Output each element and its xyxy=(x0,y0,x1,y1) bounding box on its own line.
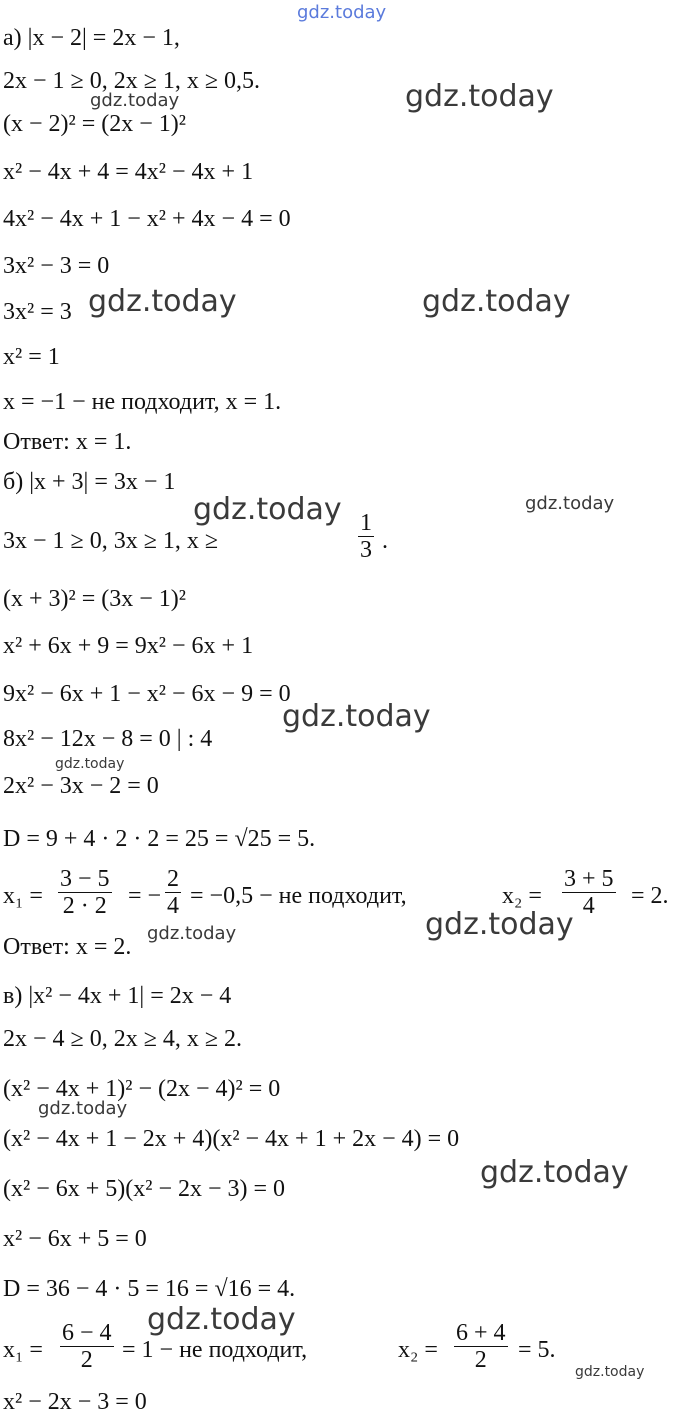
equation-line: (x² − 4x + 1)² − (2x − 4)² = 0 xyxy=(3,1076,281,1102)
watermark: gdz.today xyxy=(575,1364,645,1380)
equation-line: 3x² − 3 = 0 xyxy=(3,253,110,279)
watermark: gdz.today xyxy=(88,284,237,319)
root-line: x₁ = xyxy=(3,883,43,909)
root-line: = 2. xyxy=(631,883,669,909)
equation-line: 2x − 4 ≥ 0, 2x ≥ 4, x ≥ 2. xyxy=(3,1026,243,1052)
fraction-numerator: 6 − 4 xyxy=(62,1320,112,1346)
equation-line: 8x² − 12x − 8 = 0 | : 4 xyxy=(3,726,213,752)
equation-line: x = −1 − не подходит, x = 1. xyxy=(3,389,282,415)
equation-line: . xyxy=(382,528,388,554)
equation-line: (x + 3)² = (3x − 1)² xyxy=(3,586,186,612)
root-line: x₂ = xyxy=(502,883,542,909)
watermark: gdz.today xyxy=(90,90,180,111)
fraction-x1 xyxy=(58,866,112,919)
equation-line: x² − 2x − 3 = 0 xyxy=(3,1389,147,1415)
watermark-top: gdz.today xyxy=(297,2,387,23)
discriminant-line: D = 36 − 4 · 5 = 16 = √16 = 4. xyxy=(3,1276,296,1302)
answer-line: Ответ: x = 2. xyxy=(3,934,132,960)
root-line: x₂ = xyxy=(398,1337,438,1363)
fraction-numerator: 3 + 5 xyxy=(564,866,614,892)
discriminant-line: D = 9 + 4 · 2 · 2 = 25 = √25 = 5. xyxy=(3,826,316,852)
equation-line: (x² − 6x + 5)(x² − 2x − 3) = 0 xyxy=(3,1176,286,1202)
answer-line: Ответ: x = 1. xyxy=(3,429,132,455)
watermark: gdz.today xyxy=(147,1302,296,1337)
fraction-numerator: 3 − 5 xyxy=(60,866,110,892)
watermark: gdz.today xyxy=(525,493,615,514)
root-line: = 1 − не подходит, xyxy=(122,1337,308,1363)
fraction-x1 xyxy=(60,1320,114,1373)
watermark: gdz.today xyxy=(425,907,574,942)
watermark: gdz.today xyxy=(480,1155,629,1190)
root-line: x₁ = xyxy=(3,1337,43,1363)
watermark: gdz.today xyxy=(422,284,571,319)
fraction-one-third xyxy=(358,510,374,563)
fraction-denominator: 2 xyxy=(80,1347,93,1373)
watermark: gdz.today xyxy=(147,923,237,944)
fraction-two-fourths xyxy=(165,866,181,919)
fraction-numerator: 6 + 4 xyxy=(456,1320,506,1346)
equation-line: 2x − 1 ≥ 0, 2x ≥ 1, x ≥ 0,5. xyxy=(3,68,261,94)
equation-line: x² − 6x + 5 = 0 xyxy=(3,1226,147,1252)
fraction-denominator: 4 xyxy=(167,893,179,919)
equation-line: 9x² − 6x + 1 − x² − 6x − 9 = 0 xyxy=(3,681,291,707)
equation-line: 3x − 1 ≥ 0, 3x ≥ 1, x ≥ xyxy=(3,528,219,554)
watermark: gdz.today xyxy=(38,1098,128,1119)
equation-line: x² = 1 xyxy=(3,344,60,370)
watermark: gdz.today xyxy=(282,699,431,734)
root-line: = − xyxy=(128,883,162,909)
equation-line: 4x² − 4x + 1 − x² + 4x − 4 = 0 xyxy=(3,206,291,232)
equation-line: x² + 6x + 9 = 9x² − 6x + 1 xyxy=(3,633,254,659)
equation-line: а) |x − 2| = 2x − 1, xyxy=(3,25,180,51)
watermark: gdz.today xyxy=(55,756,125,772)
fraction-denominator: 3 xyxy=(360,537,372,563)
fraction-numerator: 2 xyxy=(167,866,179,892)
root-line: = −0,5 − не подходит, xyxy=(190,883,407,909)
equation-line: 3x² = 3 xyxy=(3,299,72,325)
equation-line: б) |x + 3| = 3x − 1 xyxy=(3,469,176,495)
equation-line: в) |x² − 4x + 1| = 2x − 4 xyxy=(3,983,232,1009)
fraction-x2 xyxy=(454,1320,508,1373)
fraction-denominator: 2 · 2 xyxy=(62,893,107,919)
fraction-x2 xyxy=(562,866,616,919)
fraction-numerator: 1 xyxy=(360,510,372,536)
equation-line: (x − 2)² = (2x − 1)² xyxy=(3,111,186,137)
root-line: = 5. xyxy=(518,1337,556,1363)
watermark: gdz.today xyxy=(193,492,342,527)
watermark: gdz.today xyxy=(405,79,554,114)
equation-line: 2x² − 3x − 2 = 0 xyxy=(3,773,159,799)
equation-line: (x² − 4x + 1 − 2x + 4)(x² − 4x + 1 + 2x − 4) = 0 xyxy=(3,1126,460,1152)
equation-line: x² − 4x + 4 = 4x² − 4x + 1 xyxy=(3,159,254,185)
fraction-denominator: 4 xyxy=(582,893,595,919)
fraction-denominator: 2 xyxy=(474,1347,487,1373)
